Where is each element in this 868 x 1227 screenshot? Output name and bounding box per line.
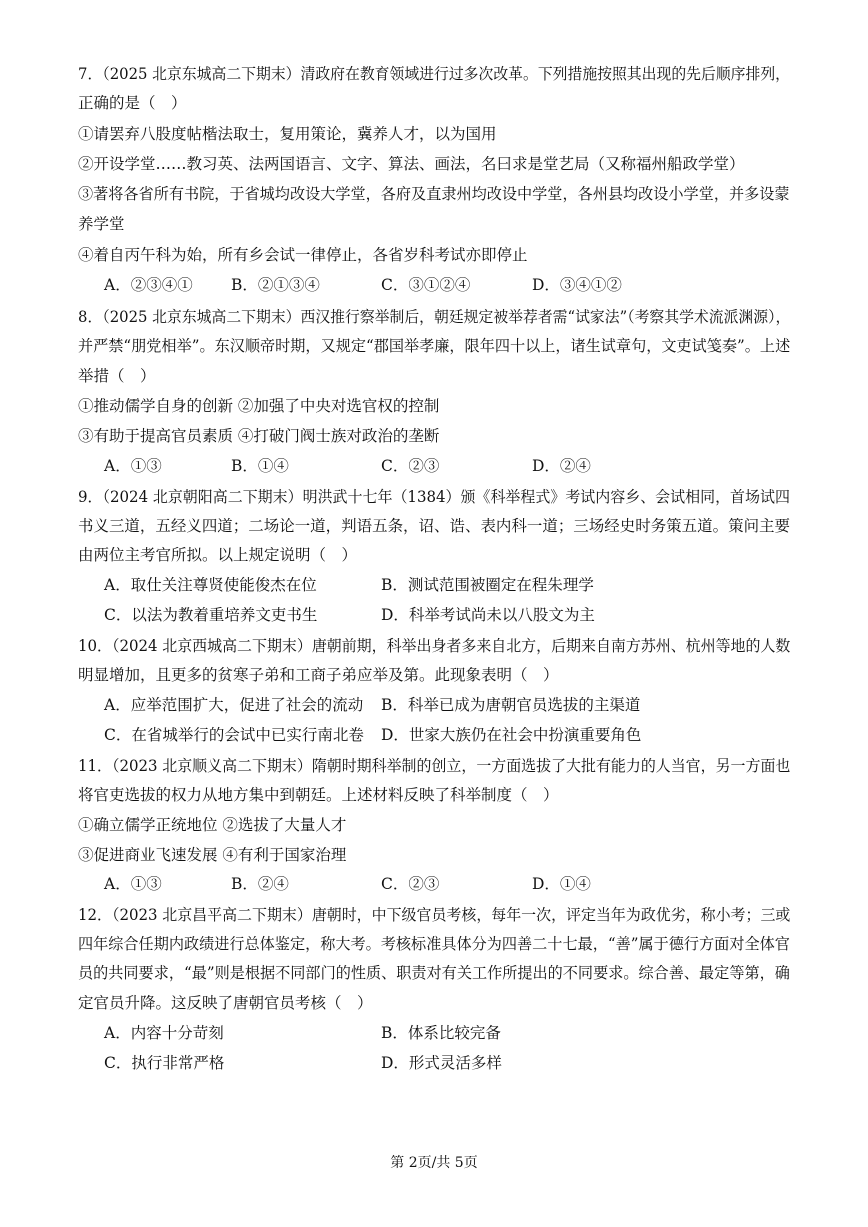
- answer-option: A．②③④①: [104, 276, 193, 294]
- question-text-line: ③著将各省所有书院，于省城均改设大学堂，各府及直隶州均改设中学堂，各州县均改设小学堂，并多设蒙: [78, 185, 790, 203]
- answer-option: D．形式灵活多样: [381, 1054, 502, 1072]
- question-stem-line: 12．（2023 北京昌平高二下期末）唐朝时，中下级官员考核，每年一次，评定当年为政优劣，称小考；三或: [78, 906, 791, 924]
- question-text-line: 养学堂: [78, 215, 125, 233]
- answer-option: B．①④: [231, 457, 289, 475]
- question-text-line: 将官吏选拔的权力从地方集中到朝廷。上述材料反映了科举制度（ ）: [78, 786, 559, 804]
- question-text-line: 定官员升降。这反映了唐朝官员考核（ ）: [78, 994, 373, 1012]
- question-text-line: ①请罢弃八股度帖楷法取士，复用策论，冀养人才，以为国用: [78, 125, 497, 143]
- answer-option: B．②④: [231, 875, 289, 893]
- answer-option: A．取仕关注尊贤使能俊杰在位: [104, 576, 317, 594]
- question-text-line: ①推动儒学自身的创新 ②加强了中央对选官权的控制: [78, 397, 440, 415]
- answer-option: D．世家大族仍在社会中扮演重要角色: [381, 726, 642, 744]
- question-text-line: 四年综合任期内政绩进行总体鉴定，称大考。考核标准具体分为四善二十七最，“善”属于德行方面对全体官: [78, 935, 790, 953]
- question-text-line: 明显增加，且更多的贫寒子弟和工商子弟应举及第。此现象表明（ ）: [78, 666, 559, 684]
- answer-option: B．体系比较完备: [381, 1024, 501, 1042]
- question-text-line: 书义三道，五经义四道；二场论一道，判语五条，诏、诰、表内科一道；三场经史时务策五道。策问主要: [78, 517, 791, 535]
- question-text-line: ①确立儒学正统地位 ②选拔了大量人才: [78, 816, 347, 834]
- question-text-line: ②开设学堂……教习英、法两国语言、文字、算法、画法，名曰求是堂艺局（又称福州船政学堂）: [78, 155, 745, 173]
- answer-option: C．在省城举行的会试中已实行南北卷: [104, 726, 364, 744]
- answer-option: D．科举考试尚未以八股文为主: [381, 606, 595, 624]
- answer-option: C．以法为教着重培养文吏书生: [104, 606, 318, 624]
- answer-option: C．②③: [381, 457, 440, 475]
- question-stem-line: 9．（2024 北京朝阳高二下期末）明洪武十七年（1384）颁《科举程式》考试内容乡、会试相同，首场试四: [78, 488, 790, 506]
- answer-option: B．②①③④: [231, 276, 320, 294]
- question-text-line: 正确的是（ ）: [78, 94, 187, 112]
- answer-option: A．①③: [104, 875, 162, 893]
- answer-option: B．测试范围被圈定在程朱理学: [381, 576, 594, 594]
- question-text-line: 举措（ ）: [78, 367, 156, 385]
- answer-option: A．内容十分苛刻: [104, 1024, 224, 1042]
- answer-option: A．①③: [104, 457, 162, 475]
- answer-option: C．③①②④: [381, 276, 471, 294]
- answer-option: D．②④: [532, 457, 591, 475]
- question-text-line: ③促进商业飞速发展 ④有利于国家治理: [78, 846, 347, 864]
- question-stem-line: 10．（2024 北京西城高二下期末）唐朝前期，科举出身者多来自北方，后期来自南方苏州、杭州等地的人数: [78, 637, 791, 655]
- answer-option: A．应举范围扩大，促进了社会的流动: [104, 696, 364, 714]
- answer-option: C．执行非常严格: [104, 1054, 225, 1072]
- question-stem-line: 7．（2025 北京东城高二下期末）清政府在教育领域进行过多次改革。下列措施按照其出现的先后顺序排列，: [78, 65, 791, 83]
- question-stem-line: 11．（2023 北京顺义高二下期末）隋朝时期科举制的创立，一方面选拔了大批有能力的人当官，另一方面也: [78, 757, 791, 775]
- question-text-line: 员的共同要求，“最”则是根据不同部门的性质、职责对有关工作所提出的不同要求。综合善、最定等第，确: [78, 964, 790, 982]
- answer-option: C．②③: [381, 875, 440, 893]
- question-stem-line: 8．（2025 北京东城高二下期末）西汉推行察举制后，朝廷规定被举荐者需“试家法”（考察其学术流派渊源），: [78, 308, 791, 326]
- question-text-line: ③有助于提高官员素质 ④打破门阀士族对政治的垄断: [78, 427, 440, 445]
- question-text-line: 由两位主考官所拟。以上规定说明（ ）: [78, 546, 358, 564]
- answer-option: D．③④①②: [532, 276, 622, 294]
- question-text-line: ④着自丙午科为始，所有乡会试一律停止，各省岁科考试亦即停止: [78, 246, 528, 264]
- answer-option: B．科举已成为唐朝官员选拔的主渠道: [381, 696, 641, 714]
- page-footer: 第 2页/共 5页: [390, 1155, 478, 1171]
- question-text-line: 并严禁“朋党相举”。东汉顺帝时期，又规定“郡国举孝廉，限年四十以上，诸生试章句，文吏试笺奏”。上述: [78, 337, 791, 355]
- answer-option: D．①④: [532, 875, 591, 893]
